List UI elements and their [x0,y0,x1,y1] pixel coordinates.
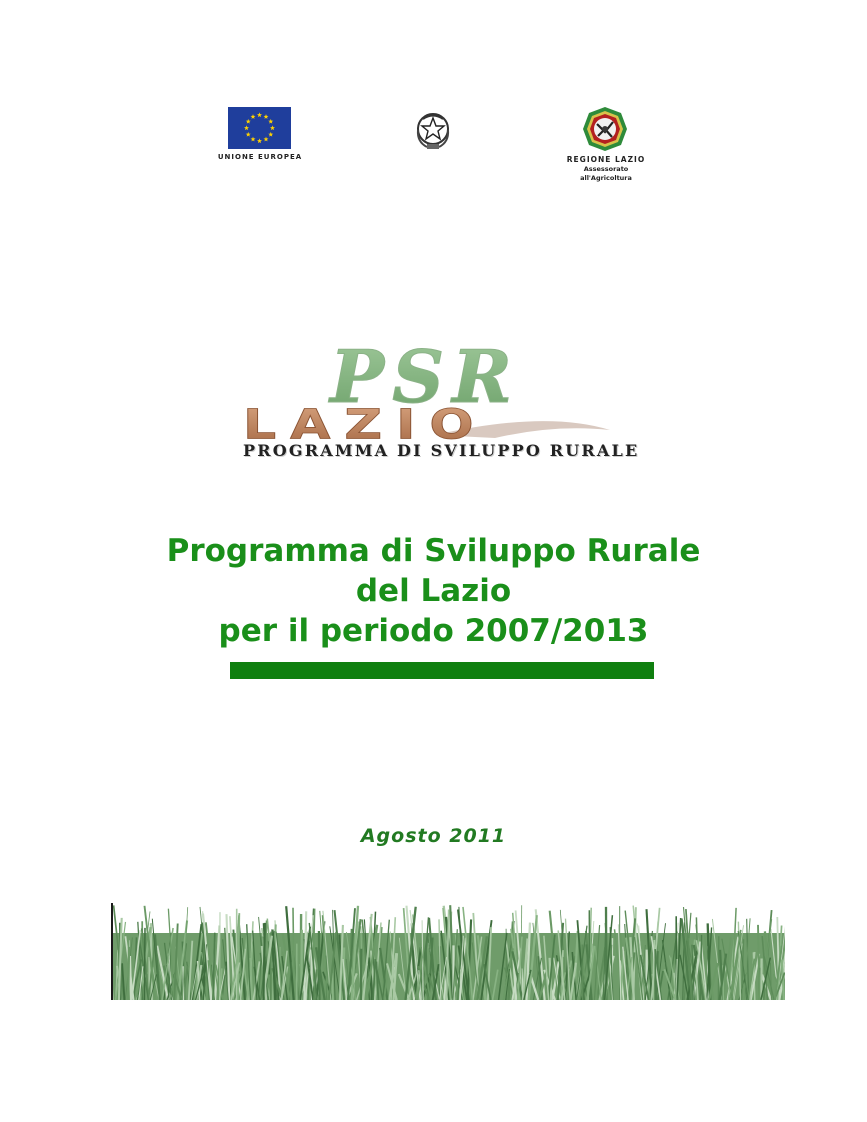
eu-flag-icon [228,107,291,149]
svg-text:LAZIO: LAZIO [243,400,488,448]
agricoltura-caption: all'Agricoltura [580,174,632,182]
eu-star-icon [264,137,269,142]
regione-lazio-caption: REGIONE LAZIO [566,155,646,164]
eu-star-icon [246,132,251,137]
eu-star-icon [257,112,262,117]
svg-text:PSR: PSR [330,340,520,419]
grass-blade [144,928,145,1000]
eu-star-icon [246,119,251,124]
eu-star-icon [257,138,262,143]
eu-star-icon [268,119,273,124]
title-divider-bar [230,662,654,679]
document-title-line-1: Programma di Sviluppo Rurale [166,533,701,569]
eu-star-icon [264,114,269,119]
assessorato-caption: Assessorato [583,165,629,173]
document-title-line-3: per il periodo 2007/2013 [218,613,649,649]
eu-caption: UNIONE EUROPEA [217,153,303,161]
eu-star-icon [244,125,249,130]
eu-star-icon [251,114,256,119]
eu-star-icon [268,132,273,137]
grass-blade [319,931,320,1000]
document-date: Agosto 2011 [360,825,507,847]
regione-lazio-emblem-icon [583,106,628,152]
eu-star-icon [270,125,275,130]
grass-banner-image [111,903,785,1000]
grass-banner-edge [111,903,113,1000]
document-title-line-2: del Lazio [355,573,512,609]
grass-blade [263,923,265,1000]
psr-logo-subtitle: PROGRAMMA DI SVILUPPO RURALE [243,441,640,460]
italian-republic-emblem-icon [413,108,453,152]
eu-star-icon [251,137,256,142]
grass-blade [128,947,129,1000]
